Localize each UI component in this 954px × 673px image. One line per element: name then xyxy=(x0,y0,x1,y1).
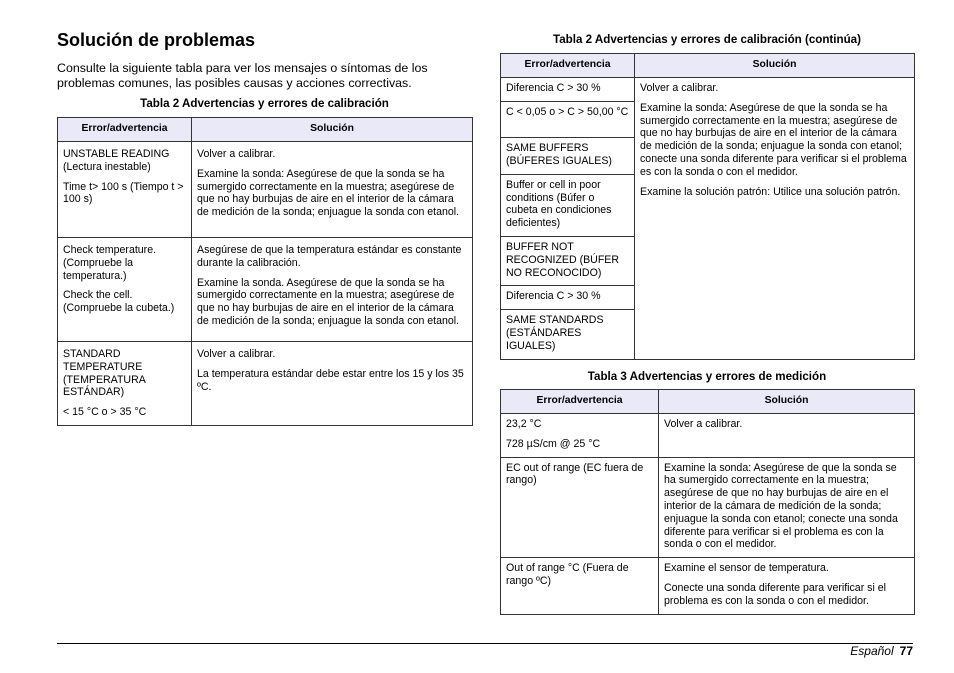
column-header-error: Error/advertencia xyxy=(501,390,659,414)
solution-text: La temperatura estándar debe estar entre los 15 y los 35 ºC. xyxy=(197,367,464,393)
solution-text: Examine la sonda: Asegúrese de que la sonda se ha sumergido correctamente en la muestra; asegúrese de que no hay burbujas de aire en el interior de la cámara de medición de la sonda; enjuague la sonda con etanol; conecte una sonda diferente para verificar si el problema es con la sonda o con el medidor. xyxy=(640,101,907,178)
solution-text: Conecte una sonda diferente para verificar si el problema es con la sonda o con el medidor. xyxy=(664,581,887,607)
solution-cell xyxy=(659,414,915,458)
error-text: BUFFER NOT RECOGNIZED (BÚFER NO RECONOCIDO) xyxy=(506,240,620,279)
table2-continued xyxy=(500,53,915,360)
error-cell xyxy=(501,236,635,285)
solution-cell xyxy=(192,142,473,238)
table3-measurement-errors xyxy=(500,389,915,615)
solution-text: Examine la solución patrón: Utilice una solución patrón. xyxy=(640,185,901,198)
error-cell xyxy=(501,286,635,310)
table-row xyxy=(501,78,915,102)
page-number: 77 xyxy=(899,644,913,658)
error-cell xyxy=(58,238,192,342)
column-header-error: Error/advertencia xyxy=(501,54,635,78)
table3-caption: Tabla 3 Advertencias y errores de medición xyxy=(587,370,827,383)
solution-text: Volver a calibrar. xyxy=(664,418,743,430)
error-cell xyxy=(501,558,659,614)
table-row xyxy=(501,558,915,614)
solution-text: Examine el sensor de temperatura. xyxy=(664,562,829,575)
solution-text: Volver a calibrar. xyxy=(640,82,719,94)
table-row xyxy=(58,342,473,426)
solution-text: Volver a calibrar. xyxy=(197,148,276,160)
solution-text: Examine la sonda: Asegúrese de que la sonda se ha sumergido correctamente en la muestra; asegúrese de que no hay burbujas de aire en el interior de la cámara de medición de la sonda; enjuague la sonda con etanol. xyxy=(197,167,460,219)
solution-cell xyxy=(192,238,473,342)
error-text: Out of range °C (Fuera de rango ºC) xyxy=(506,562,629,587)
table-row xyxy=(501,457,915,558)
solution-text: Examine la sonda. Asegúrese de que la sonda se ha sumergido correctamente en la muestra; asegúrese de que no hay burbujas de aire en el interior de la cámara de medición de la sonda; enjuague la sonda con etanol. xyxy=(197,276,460,327)
error-text: UNSTABLE READING (Lectura inestable) xyxy=(63,148,170,173)
solution-cell xyxy=(192,342,473,426)
error-cell xyxy=(501,101,635,137)
footer-divider xyxy=(57,643,913,644)
table2-caption: Tabla 2 Advertencias y errores de calibración xyxy=(140,97,389,110)
error-cell xyxy=(58,142,192,238)
error-text: Check the cell. (Compruebe la cubeta.) xyxy=(63,289,175,315)
error-text: Diferencia C > 30 % xyxy=(506,82,601,94)
solution-cell xyxy=(659,457,915,558)
table-header-row xyxy=(58,118,473,142)
table2-continued-caption: Tabla 2 Advertencias y errores de calibración (continúa) xyxy=(553,33,861,46)
solution-cell xyxy=(635,78,915,360)
table-row xyxy=(58,142,473,238)
table-row xyxy=(58,238,473,342)
error-text: < 15 °C o > 35 °C xyxy=(63,406,147,419)
error-text: Buffer or cell in poor conditions (Búfer o cubeta en condiciones deficientes) xyxy=(506,178,612,230)
error-text: Time t> 100 s (Tiempo t > 100 s) xyxy=(63,180,184,206)
table2-calibration-errors xyxy=(57,117,473,426)
error-cell xyxy=(501,174,635,236)
intro-paragraph: Consulte la siguiente tabla para ver los mensajes o síntomas de los problemas comunes, las posibles causas y acciones correctivas. xyxy=(57,61,428,90)
page-title: Solución de problemas xyxy=(57,30,256,50)
error-text: 23,2 °C xyxy=(506,418,542,430)
solution-text: Volver a calibrar. xyxy=(197,348,276,360)
solution-cell xyxy=(659,558,915,614)
error-text: SAME BUFFERS (BÚFERES IGUALES) xyxy=(506,141,612,167)
page-footer xyxy=(850,644,913,658)
table-header-row xyxy=(501,54,915,78)
error-cell xyxy=(501,78,635,102)
table-header-row xyxy=(501,390,915,414)
error-cell xyxy=(501,414,659,458)
error-text: STANDARD TEMPERATURE (TEMPERATURA ESTÁNDAR) xyxy=(63,348,146,399)
error-text: EC out of range (EC fuera de rango) xyxy=(506,461,644,487)
error-cell xyxy=(501,457,659,558)
column-header-solution: Solución xyxy=(635,54,915,78)
footer-language: Español xyxy=(850,644,894,658)
error-cell xyxy=(501,137,635,174)
error-text: C < 0,05 o > C > 50,00 °C xyxy=(506,105,629,118)
column-header-solution: Solución xyxy=(659,390,915,414)
error-cell xyxy=(501,310,635,359)
solution-text: Examine la sonda: Asegúrese de que la sonda se ha sumergido correctamente en la muestra; asegúrese de que no hay burbujas de aire en el interior de la cámara de medición de la sonda; enjuague la sonda con etanol; conecte una sonda diferente para verificar si el problema es con la sonda o con el medidor. xyxy=(664,461,898,551)
error-cell xyxy=(58,342,192,426)
column-header-error: Error/advertencia xyxy=(58,118,192,142)
error-text: 728 µS/cm @ 25 °C xyxy=(506,437,601,450)
solution-text: Asegúrese de que la temperatura estándar es constante durante la calibración. xyxy=(197,244,462,269)
error-text: Diferencia C > 30 % xyxy=(506,290,601,303)
error-text: Check temperature. (Compruebe la temperatura.) xyxy=(63,244,157,282)
column-header-solution: Solución xyxy=(192,118,473,142)
error-text: SAME STANDARDS (ESTÁNDARES IGUALES) xyxy=(506,314,604,352)
table-row xyxy=(501,414,915,458)
